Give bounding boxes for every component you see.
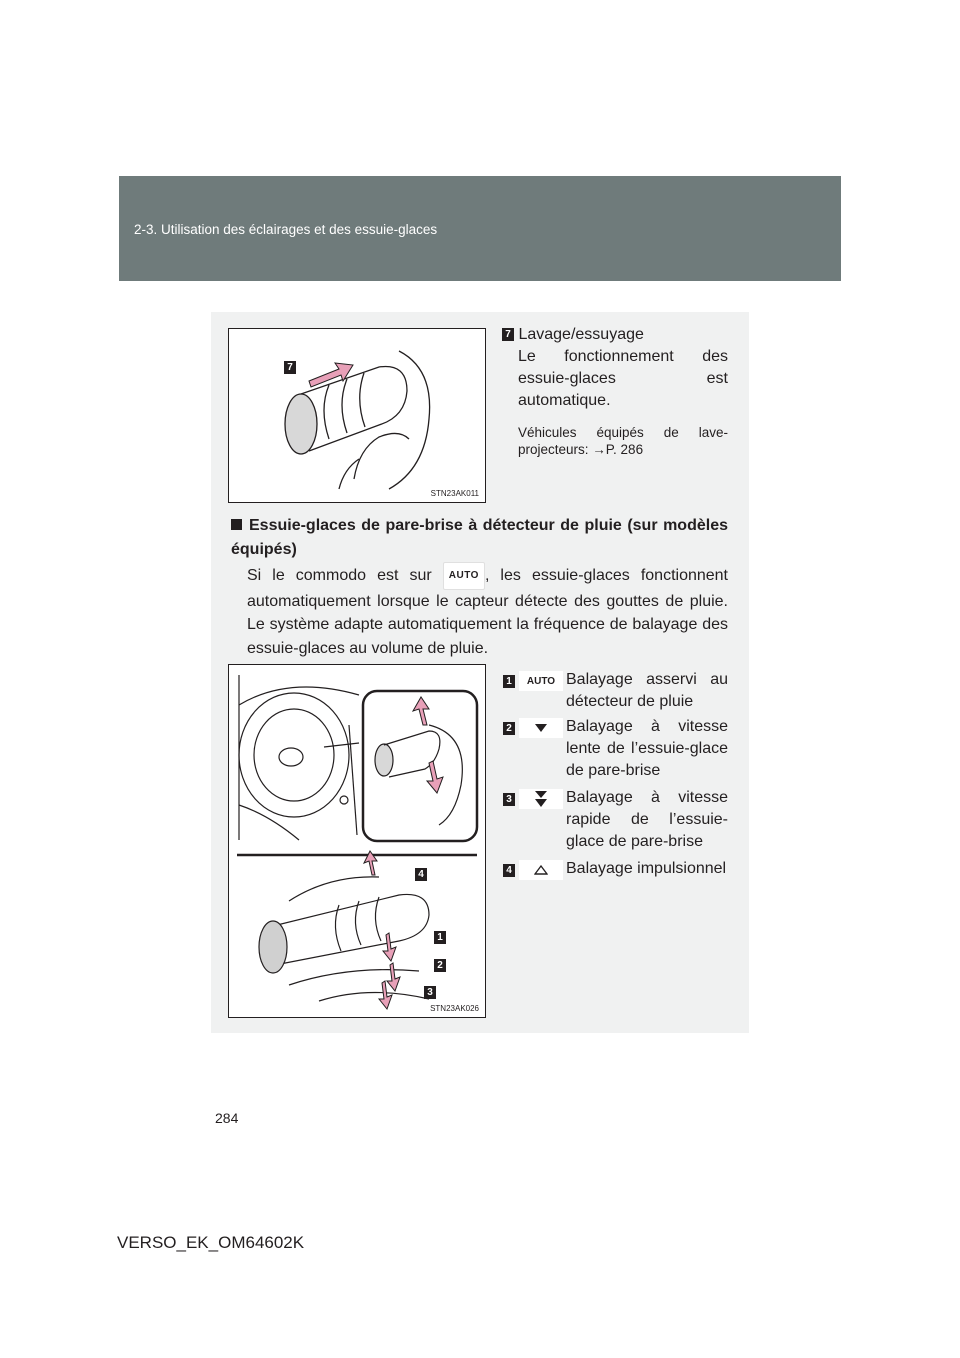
heading-bullet-icon (231, 519, 242, 530)
section-body-part1: Si le commodo est sur (247, 566, 432, 584)
item-7-badge: 7 (502, 328, 514, 341)
mode-2-badge: 2 (503, 722, 515, 735)
mode-item-4 (503, 858, 733, 924)
page-number: 284 (215, 1110, 239, 1126)
section-body (247, 562, 728, 660)
mode-1-label: Balayage asservi au détecteur de pluie (566, 671, 728, 710)
mode-3-badge: 3 (503, 793, 515, 806)
rain-sensor-illustration (229, 665, 485, 1017)
mode-3-label: Balayage à vitesse rapide de l’essuie-glace de pare-brise (566, 789, 728, 850)
mode-4-badge: 4 (503, 864, 515, 877)
mode-2-label: Balayage à vitesse lente de l’essuie-glace de pare-brise (566, 718, 728, 779)
item-7-desc: Le fonctionnement des essuie-glaces est automatique. (518, 348, 728, 409)
document-code: VERSO_EK_OM64602K (117, 1233, 305, 1252)
section-title: 2-3. Utilisation des éclairages et des essuie-glaces (134, 222, 438, 237)
mode-item-2 (503, 716, 733, 782)
callout-1: 1 (434, 931, 446, 944)
callout-2: 2 (434, 959, 446, 972)
mode-1-badge: 1 (503, 675, 515, 688)
figure-code: STN23AK011 (430, 489, 479, 498)
figure-code-bottom: STN23AK026 (430, 1004, 479, 1013)
callout-3: 3 (424, 986, 436, 999)
item-7-title: Lavage/essuyage (518, 326, 644, 343)
mode-4-label: Balayage impulsionnel (566, 860, 727, 877)
figure-rain-sensor (228, 664, 486, 1018)
auto-symbol: AUTO (443, 562, 485, 590)
section-heading (231, 514, 728, 562)
slow-icon (519, 718, 563, 738)
mode-item-3 (503, 787, 733, 853)
wiper-wash-illustration (229, 329, 485, 502)
section-heading-text: Essuie-glaces de pare-brise à détecteur de pluie (sur modèles équipés) (231, 517, 728, 558)
fast-icon (519, 789, 563, 809)
section-body-part2: , les essuie-glaces fonctionnent automatiquement lorsque le capteur détecte des gouttes de pluie. Le système adapte automatiquement la fréquence de balayage des essuie-glaces au volume de pluie. (247, 566, 729, 657)
figure-wiper-wash (228, 328, 486, 503)
callout-4: 4 (415, 868, 427, 881)
mist-icon (519, 860, 563, 880)
item-7-note: Véhicules équipés de lave-projecteurs: →P. 286 (518, 425, 728, 457)
auto-mode-symbol: AUTO (519, 671, 563, 691)
section-header-bar (119, 176, 841, 281)
callout-7: 7 (284, 361, 296, 374)
